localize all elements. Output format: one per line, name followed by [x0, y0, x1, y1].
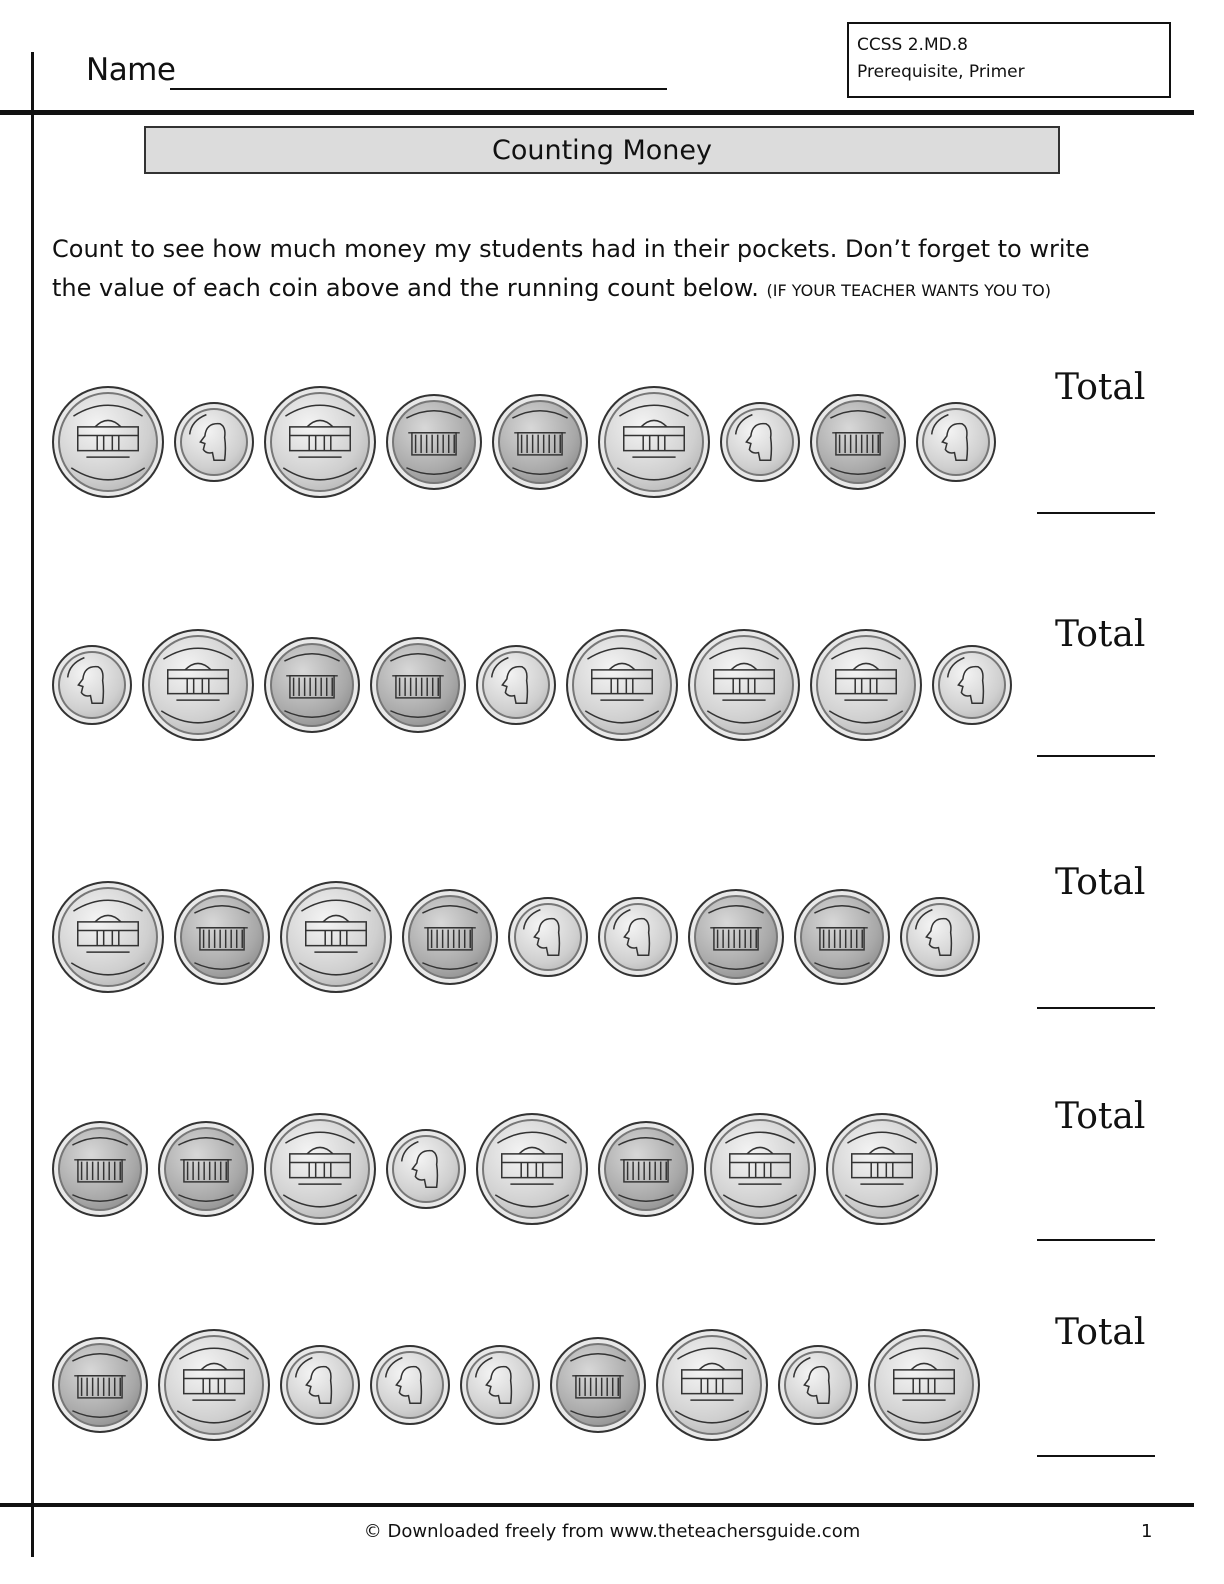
- penny-coin-icon: [52, 1337, 148, 1433]
- nickel-coin-icon: [826, 1113, 938, 1225]
- penny-coin-icon: [158, 1121, 254, 1217]
- coin-list: [52, 872, 1022, 1002]
- penny-coin-icon: [794, 889, 890, 985]
- penny-coin-icon: [370, 637, 466, 733]
- name-blank[interactable]: [170, 88, 667, 90]
- worksheet-title: [144, 126, 1060, 174]
- nickel-coin-icon: [688, 629, 800, 741]
- total-answer-blank[interactable]: [1037, 1007, 1155, 1009]
- dime-coin-icon: [460, 1345, 540, 1425]
- nickel-coin-icon: [52, 881, 164, 993]
- nickel-coin-icon: [566, 629, 678, 741]
- nickel-coin-icon: [52, 386, 164, 498]
- coin-list: [52, 377, 1022, 507]
- name-label: Name: [86, 52, 176, 88]
- standards-level: Prerequisite, Primer: [857, 62, 1025, 82]
- total-label: Total: [1055, 614, 1146, 655]
- nickel-coin-icon: [868, 1329, 980, 1441]
- dime-coin-icon: [386, 1129, 466, 1209]
- penny-coin-icon: [492, 394, 588, 490]
- nickel-coin-icon: [656, 1329, 768, 1441]
- penny-coin-icon: [174, 889, 270, 985]
- dime-coin-icon: [174, 402, 254, 482]
- total-answer-blank[interactable]: [1037, 512, 1155, 514]
- penny-coin-icon: [402, 889, 498, 985]
- standards-box: [847, 22, 1171, 98]
- nickel-coin-icon: [476, 1113, 588, 1225]
- header-divider: [0, 110, 1194, 115]
- penny-coin-icon: [810, 394, 906, 490]
- instructions: [52, 230, 1112, 310]
- nickel-coin-icon: [264, 386, 376, 498]
- total-answer-blank[interactable]: [1037, 755, 1155, 757]
- worksheet-title-text: Counting Money: [491, 134, 713, 166]
- penny-coin-icon: [264, 637, 360, 733]
- penny-coin-icon: [386, 394, 482, 490]
- nickel-coin-icon: [598, 386, 710, 498]
- dime-coin-icon: [476, 645, 556, 725]
- nickel-coin-icon: [704, 1113, 816, 1225]
- instructions-note: (IF YOUR TEACHER WANTS YOU TO): [766, 281, 1052, 300]
- dime-coin-icon: [280, 1345, 360, 1425]
- dime-coin-icon: [598, 897, 678, 977]
- nickel-coin-icon: [158, 1329, 270, 1441]
- penny-coin-icon: [598, 1121, 694, 1217]
- penny-coin-icon: [688, 889, 784, 985]
- total-label: Total: [1055, 367, 1146, 408]
- coin-list: [52, 1104, 1022, 1234]
- instructions-main: Count to see how much money my students had in their pockets. Don’t forget to write the value of each coin above and the running count below.: [52, 235, 1090, 302]
- total-label: Total: [1055, 1312, 1146, 1353]
- dime-coin-icon: [916, 402, 996, 482]
- footer-credit: © Downloaded freely from www.theteachersguide.com: [363, 1521, 861, 1542]
- total-label: Total: [1055, 862, 1146, 903]
- page-number: 1: [1141, 1521, 1153, 1542]
- dime-coin-icon: [932, 645, 1012, 725]
- nickel-coin-icon: [280, 881, 392, 993]
- dime-coin-icon: [508, 897, 588, 977]
- nickel-coin-icon: [264, 1113, 376, 1225]
- coin-list: [52, 1320, 1022, 1450]
- coin-list: [52, 620, 1022, 750]
- dime-coin-icon: [370, 1345, 450, 1425]
- nickel-coin-icon: [810, 629, 922, 741]
- standards-code: CCSS 2.MD.8: [857, 35, 968, 55]
- dime-coin-icon: [720, 402, 800, 482]
- penny-coin-icon: [52, 1121, 148, 1217]
- dime-coin-icon: [52, 645, 132, 725]
- nickel-coin-icon: [142, 629, 254, 741]
- margin-rule: [31, 52, 34, 1557]
- footer-divider: [0, 1503, 1194, 1507]
- total-answer-blank[interactable]: [1037, 1239, 1155, 1241]
- total-label: Total: [1055, 1096, 1146, 1137]
- penny-coin-icon: [550, 1337, 646, 1433]
- total-answer-blank[interactable]: [1037, 1455, 1155, 1457]
- dime-coin-icon: [778, 1345, 858, 1425]
- dime-coin-icon: [900, 897, 980, 977]
